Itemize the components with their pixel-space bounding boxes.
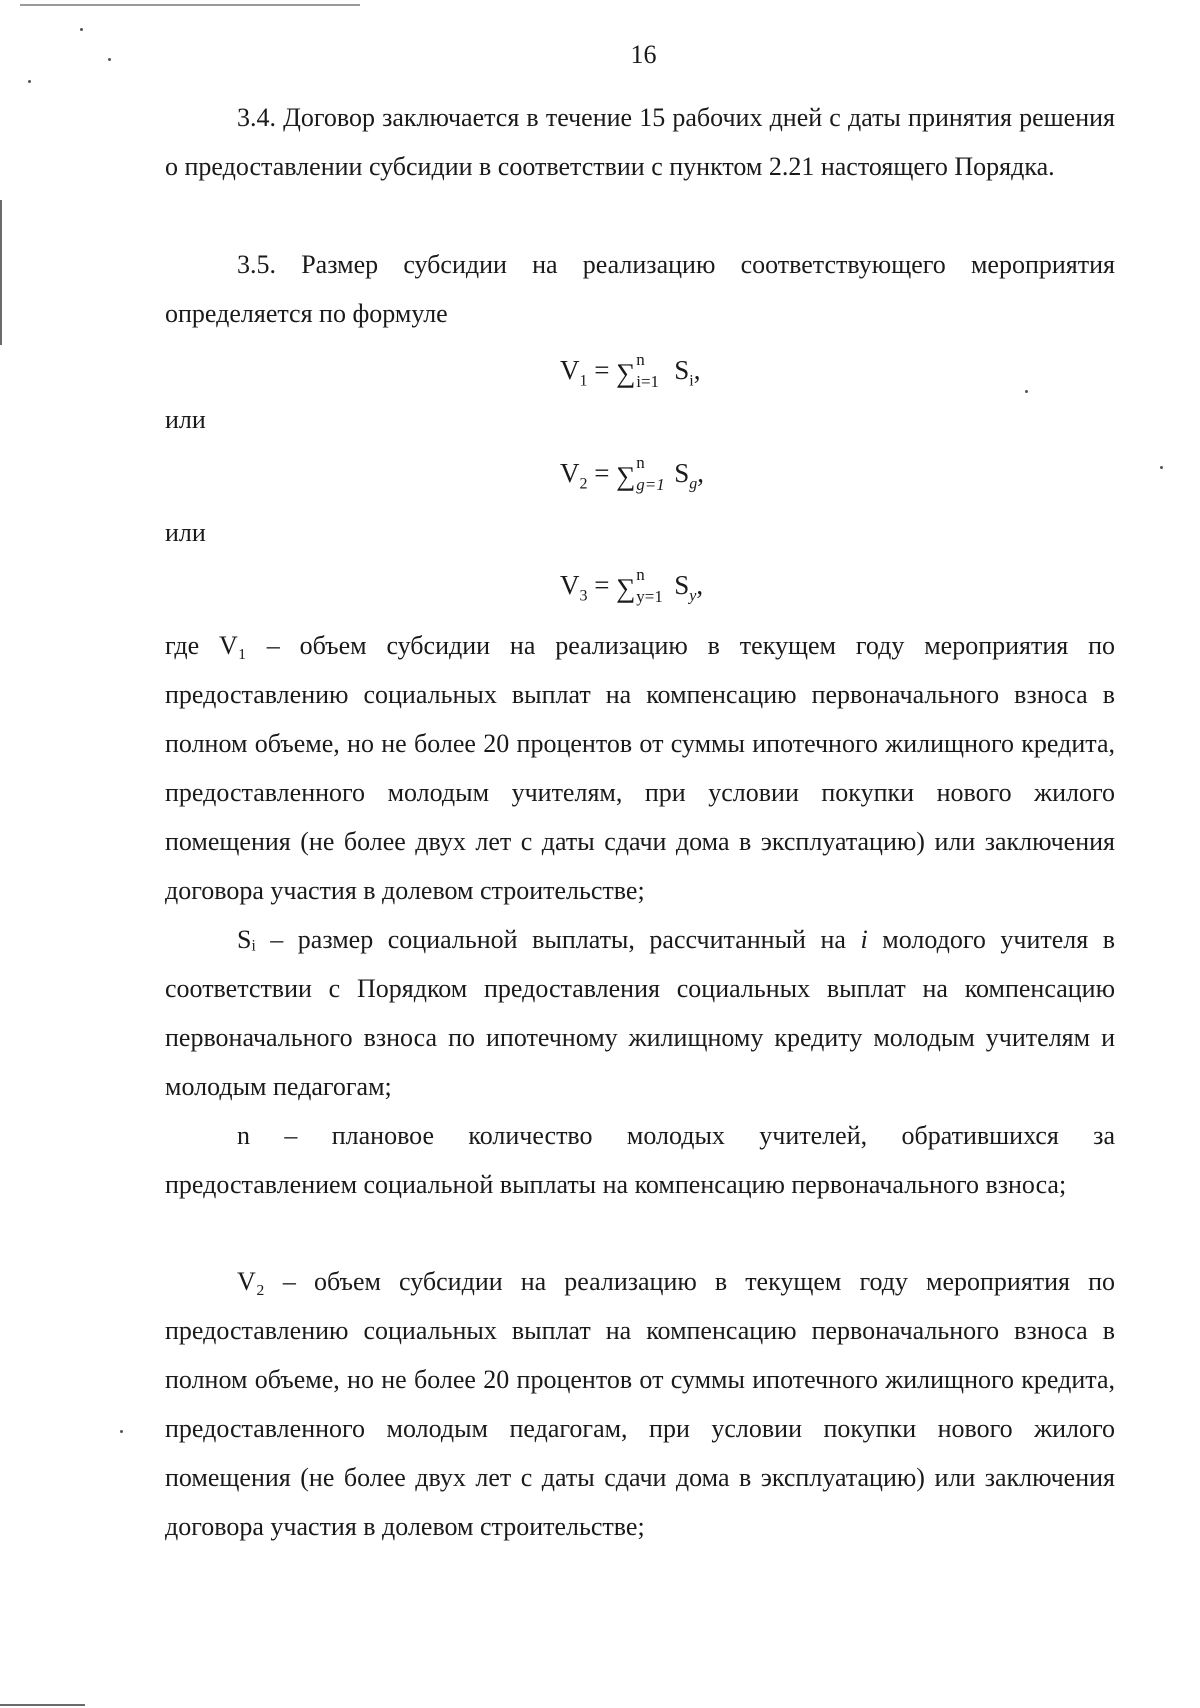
definition-si-rest: молодого учителя в соответствии с Порядком предоставления социальных выплат на компенсацию первоначального взноса по ипотечному жилищному кредиту молодым учителям и молодым педагогам; (165, 925, 1115, 1101)
definition-v2: V₂ – объем субсидии на реализацию в текущем году мероприятия по предоставлению социальных выплат на компенсацию первоначального взноса в полном объеме, но не более 20 процентов от суммы ипотечного жилищного кредита, предоставленного молодым педагогам, при условии покупки нового жилого помещения (не более двух лет с даты сдачи дома в эксплуатацию) или заключения договора участия в долевом строительстве; (165, 1267, 1115, 1541)
scan-edge-left (0, 200, 2, 345)
summation (616, 349, 674, 391)
formula-v2 (560, 452, 705, 494)
formula-lhs: V (560, 570, 580, 600)
paragraph-3-5: 3.5. Размер субсидии на реализацию соответствующего мероприятия определяется по формуле (165, 250, 1115, 328)
formula-v1 (560, 349, 701, 391)
formula-lhs-index: 1 (579, 372, 588, 390)
paragraph-3-4: 3.4. Договор заключается в течение 15 рабочих дней с даты принятия решения о предоставлении субсидии в соответствии с пунктом 2.21 настоящего Порядка. (165, 103, 1115, 181)
page-number: 16 (630, 40, 657, 69)
sum-upper-limit: n (636, 452, 645, 472)
sum-lower-limit: g=1 (636, 474, 665, 494)
formula-v3 (560, 564, 704, 606)
definition-v1: где V₁ – объем субсидии на реализацию в текущем году мероприятия по предоставлению социальных выплат на компенсацию первоначального взноса в полном объеме, но не более 20 процентов от суммы ипотечного жилищного кредита, предоставленного молодым учителям, при условии покупки нового жилого помещения (не более двух лет с даты сдачи дома в эксплуатацию) или заключения договора участия в долевом строительстве; (165, 631, 1115, 905)
formula-lhs-index: 2 (579, 475, 588, 493)
definition-n: n – плановое количество молодых учителей, обратившихся за предоставлением социальной выплаты на компенсацию первоначального взноса; (165, 1121, 1115, 1199)
formula-lhs: V (560, 355, 580, 385)
formula-end: , (697, 458, 705, 488)
scan-speck (80, 28, 83, 31)
formula-equals: = (594, 570, 610, 600)
formula-term: S (674, 458, 690, 488)
formula-term-index: i (689, 372, 694, 390)
scan-speck (1160, 466, 1163, 469)
or-text: или (165, 518, 206, 547)
scan-edge-bottom (0, 1704, 85, 1706)
scan-speck (1025, 390, 1028, 393)
summation (616, 452, 674, 494)
sum-lower-limit: y=1 (636, 586, 663, 606)
scan-speck (120, 1430, 123, 1433)
definition-si-index: i (860, 925, 868, 954)
sum-lower-limit: i=1 (636, 371, 660, 391)
formula-term-index: g (689, 475, 698, 493)
formula-term: S (674, 570, 690, 600)
sigma-symbol: ∑ (616, 357, 636, 388)
formula-lhs-index: 3 (579, 587, 588, 605)
summation (616, 564, 674, 606)
sigma-symbol: ∑ (616, 572, 636, 603)
sum-upper-limit: n (636, 564, 645, 584)
formula-end: , (693, 355, 701, 385)
or-text: или (165, 405, 206, 434)
formula-lhs: V (560, 458, 580, 488)
scan-speck (28, 80, 31, 83)
sum-upper-limit: n (636, 349, 645, 369)
scan-edge-top (20, 4, 360, 6)
formula-term-index: y (689, 587, 697, 605)
formula-equals: = (594, 355, 610, 385)
formula-equals: = (594, 458, 610, 488)
sigma-symbol: ∑ (616, 460, 636, 491)
formula-term: S (674, 355, 690, 385)
formula-end: , (696, 570, 704, 600)
definition-si-lead: Sᵢ – размер социальной выплаты, рассчитанный на (237, 925, 846, 954)
definition-si (165, 915, 1115, 1111)
